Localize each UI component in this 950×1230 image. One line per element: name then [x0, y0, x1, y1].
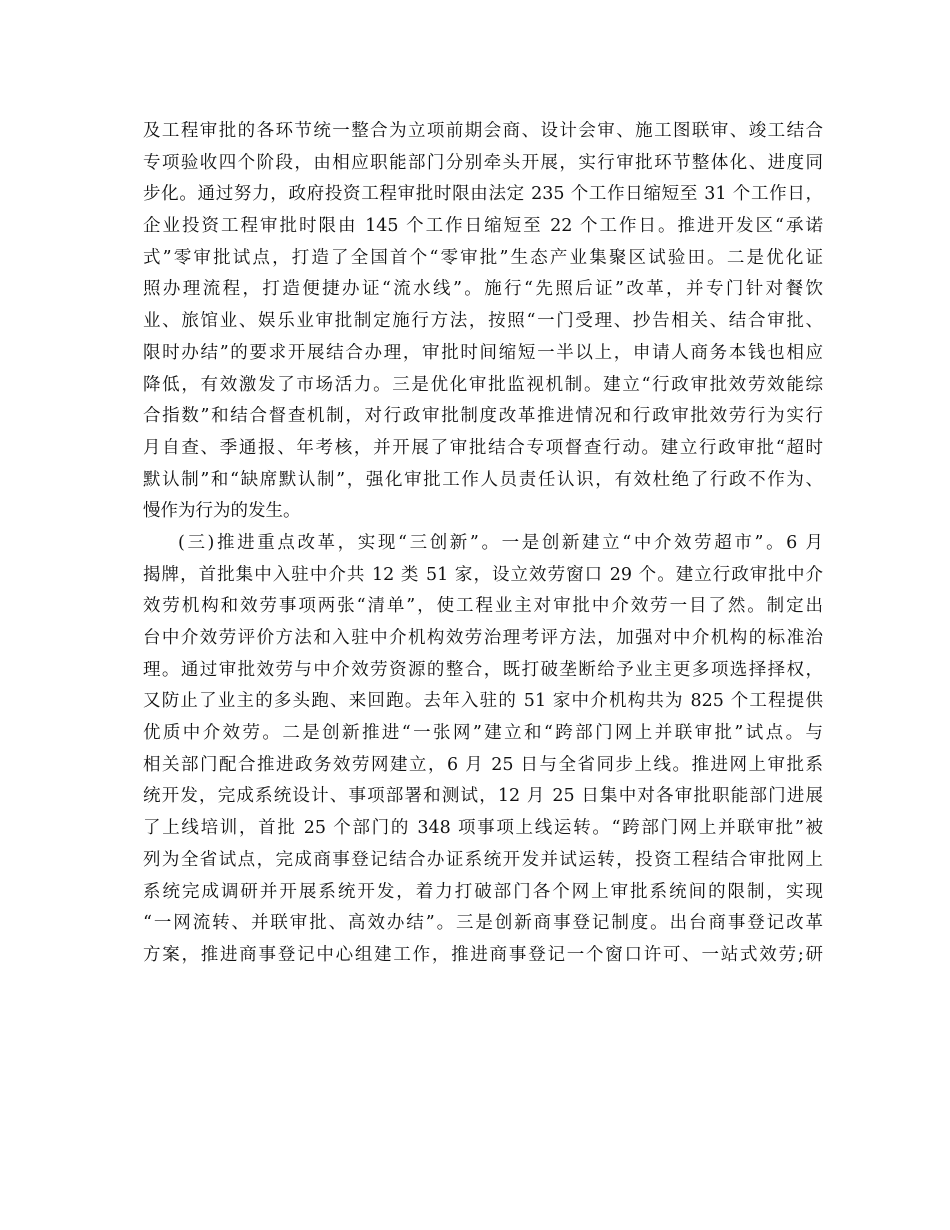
text-line: 降低，有效激发了市场活力。三是优化审批监视机制。建立“行政审批效劳效能综 [143, 374, 823, 395]
text-line: 业、旅馆业、娱乐业审批制定施行方法，按照“一门受理、抄告相关、结合审批、 [143, 311, 823, 332]
text-line: 方案，推进商事登记中心组建工作，推进商事登记一个窗口许可、一站式效劳;研 [143, 944, 823, 965]
text-line: 优质中介效劳。二是创新推进“一张网”建立和“跨部门网上并联审批”试点。与 [143, 723, 823, 744]
text-line: 相关部门配合推进政务效劳网建立，6 月 25 日与全省同步上线。推进网上审批系 [143, 754, 823, 775]
text-line: 限时办结”的要求开展结合办理，审批时间缩短一半以上，申请人商务本钱也相应 [143, 342, 823, 363]
text-line: 了上线培训，首批 25 个部门的 348 项事项上线运转。“跨部门网上并联审批”被 [143, 818, 823, 839]
text-line: 式”零审批试点，打造了全国首个“零审批”生态产业集聚区试验田。二是优化证 [143, 247, 823, 268]
text-line: (三)推进重点改革，实现“三创新”。一是创新建立“中介效劳超市”。6 月 [178, 532, 823, 553]
text-line: 又防止了业主的多头跑、来回跑。去年入驻的 51 家中介机构共为 825 个工程提供 [143, 691, 823, 712]
text-line: 台中介效劳评价方法和入驻中介机构效劳治理考评方法，加强对中介机构的标准治 [143, 628, 823, 648]
text-line: “一网流转、并联审批、高效办结”。三是创新商事登记制度。出台商事登记改革 [143, 913, 823, 934]
text-line: 月自查、季通报、年考核，并开展了审批结合专项督查行动。建立行政审批“超时 [143, 437, 823, 458]
body-text [143, 116, 823, 972]
text-line: 合指数”和结合督查机制，对行政审批制度改革推进情况和行政审批效劳行为实行 [143, 406, 823, 427]
text-line: 理。通过审批效劳与中介效劳资源的整合，既打破垄断给予业主更多项选择择权， [143, 659, 823, 680]
text-line: 系统完成调研并开展系统开发，着力打破部门各个网上审批系统间的限制，实现 [143, 881, 823, 902]
text-line: 列为全省试点，完成商事登记结合办证系统开发并试运转，投资工程结合审批网上 [143, 849, 823, 870]
text-line: 效劳机构和效劳事项两张“清单”，使工程业主对审批中介效劳一目了然。制定出 [143, 596, 823, 617]
text-line: 照办理流程，打造便捷办证“流水线”。施行“先照后证”改革，并专门针对餐饮 [143, 279, 823, 300]
text-line: 默认制”和“缺席默认制”，强化审批工作人员责任认识，有效杜绝了行政不作为、 [143, 469, 823, 490]
text-line: 专项验收四个阶段，由相应职能部门分别牵头开展，实行审批环节整体化、进度同 [143, 152, 823, 173]
text-line: 步化。通过努力，政府投资工程审批时限由法定 235 个工作日缩短至 31 个工作日， [143, 184, 823, 205]
text-line: 统开发，完成系统设计、事项部署和测试，12 月 25 日集中对各审批职能部门进展 [143, 786, 823, 807]
text-line: 揭牌，首批集中入驻中介共 12 类 51 家，设立效劳窗口 29 个。建立行政审批中介 [143, 564, 823, 585]
text-line: 及工程审批的各环节统一整合为立项前期会商、设计会审、施工图联审、竣工结合 [143, 121, 823, 141]
text-line: 慢作为行为的发生。 [143, 501, 301, 522]
text-line: 企业投资工程审批时限由 145 个工作日缩短至 22 个工作日。推进开发区“承诺 [143, 216, 823, 237]
